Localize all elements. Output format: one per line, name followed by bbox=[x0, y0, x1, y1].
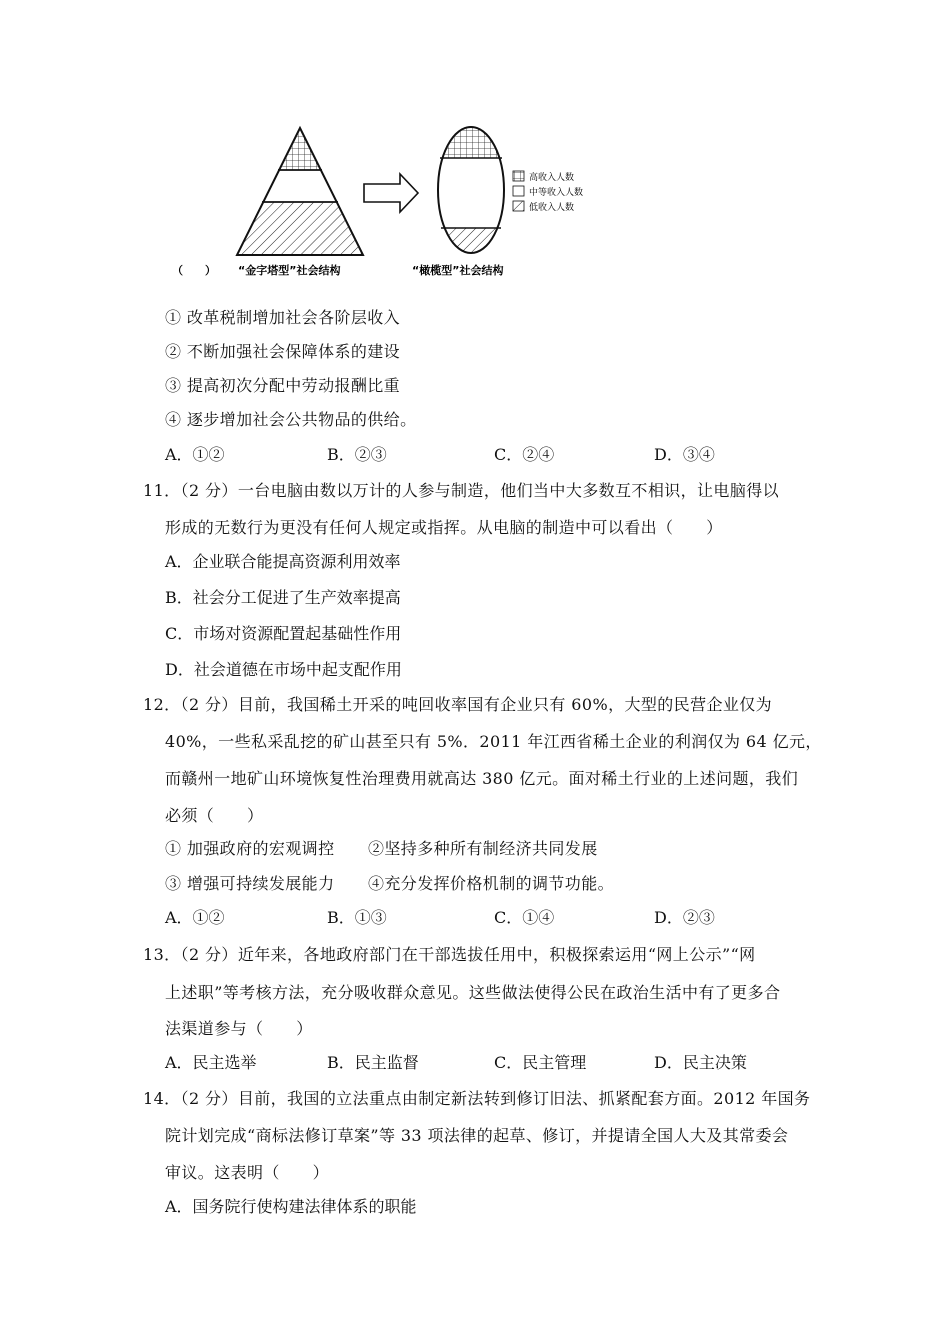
legend-middle-income: 中等收入人数 bbox=[529, 188, 584, 198]
q10-item-3: ③ 提高初次分配中劳动报酬比重 bbox=[165, 376, 401, 395]
q13-stem-line-3: 法渠道参与（ ） bbox=[165, 1019, 313, 1038]
q10-option-d[interactable]: D．③④ bbox=[654, 445, 715, 464]
q14-stem-line-1: 14．（2 分）目前，我国的立法重点由制定新法转到修订旧法、抓紧配套方面。2012 年国务 bbox=[143, 1089, 811, 1108]
q10-option-c[interactable]: C．②④ bbox=[494, 445, 555, 464]
pyramid-caption: “金字塔型”社会结构 bbox=[238, 264, 341, 277]
q12-item-3: ③ 增强可持续发展能力 bbox=[165, 874, 335, 893]
q10-option-a[interactable]: A．①② bbox=[165, 445, 225, 464]
q10-item-4: ④ 逐步增加社会公共物品的供给。 bbox=[165, 410, 417, 429]
legend-high-income: 高收入人数 bbox=[529, 173, 575, 183]
q12-item-4: ④充分发挥价格机制的调节功能。 bbox=[368, 874, 615, 893]
q14-stem-line-2: 院计划完成“商标法修订草案”等 33 项法律的起草、修订，并提请全国人大及其常委会 bbox=[165, 1126, 789, 1145]
q10-item-2: ② 不断加强社会保障体系的建设 bbox=[165, 342, 401, 361]
q11-option-c[interactable]: C．市场对资源配置起基础性作用 bbox=[165, 624, 402, 643]
q12-stem-line-2: 40%，一些私采乱挖的矿山甚至只有 5%．2011 年江西省稀土企业的利润仅为 64 亿元， bbox=[165, 732, 822, 751]
figure-blank: （ ） bbox=[172, 264, 216, 277]
q12-stem-line-1: 12．（2 分）目前，我国稀土开采的吨回收率国有企业只有 60%，大型的民营企业仅为 bbox=[143, 695, 773, 714]
q11-stem-line-2: 形成的无数行为更没有任何人规定或指挥。从电脑的制造中可以看出（ ） bbox=[165, 518, 723, 537]
q12-stem-line-4: 必须（ ） bbox=[165, 806, 264, 825]
q11-option-d[interactable]: D．社会道德在市场中起支配作用 bbox=[165, 660, 402, 679]
q11-stem-line-1: 11．（2 分）一台电脑由数以万计的人参与制造，他们当中大多数互不相识，让电脑得以 bbox=[143, 481, 780, 500]
q13-option-c[interactable]: C．民主管理 bbox=[494, 1053, 587, 1072]
q13-option-d[interactable]: D．民主决策 bbox=[654, 1053, 747, 1072]
legend bbox=[513, 171, 583, 213]
olive-caption: “橄榄型”社会结构 bbox=[412, 264, 504, 277]
legend-low-income: 低收入人数 bbox=[529, 203, 575, 213]
q10-item-1: ① 改革税制增加社会各阶层收入 bbox=[165, 308, 401, 327]
q13-option-a[interactable]: A．民主选举 bbox=[165, 1053, 257, 1072]
q12-stem-line-3: 而赣州一地矿山环境恢复性治理费用就高达 380 亿元。面对稀土行业的上述问题，我们 bbox=[165, 769, 799, 788]
q12-option-b[interactable]: B．①③ bbox=[327, 908, 387, 927]
q12-item-1: ① 加强政府的宏观调控 bbox=[165, 839, 335, 858]
q14-option-a[interactable]: A．国务院行使构建法律体系的职能 bbox=[165, 1197, 417, 1216]
q11-option-b[interactable]: B．社会分工促进了生产效率提高 bbox=[165, 588, 401, 607]
social-structure-figure bbox=[160, 118, 620, 288]
q12-option-d[interactable]: D．②③ bbox=[654, 908, 715, 927]
q13-option-b[interactable]: B．民主监督 bbox=[327, 1053, 419, 1072]
olive-diagram bbox=[436, 126, 508, 258]
q10-option-b[interactable]: B．②③ bbox=[327, 445, 387, 464]
q13-stem-line-1: 13．（2 分）近年来，各地政府部门在干部选拔任用中，积极探索运用“网上公示”“网 bbox=[143, 945, 756, 964]
q12-option-a[interactable]: A．①② bbox=[165, 908, 225, 927]
pyramid-diagram bbox=[230, 126, 370, 258]
transition-arrow bbox=[364, 174, 418, 212]
q12-option-c[interactable]: C．①④ bbox=[494, 908, 555, 927]
q12-item-2: ②坚持多种所有制经济共同发展 bbox=[368, 839, 598, 858]
q13-stem-line-2: 上述职”等考核方法，充分吸收群众意见。这些做法使得公民在政治生活中有了更多合 bbox=[165, 983, 781, 1002]
q11-option-a[interactable]: A．企业联合能提高资源利用效率 bbox=[165, 552, 401, 571]
q14-stem-line-3: 审议。这表明（ ） bbox=[165, 1163, 330, 1182]
